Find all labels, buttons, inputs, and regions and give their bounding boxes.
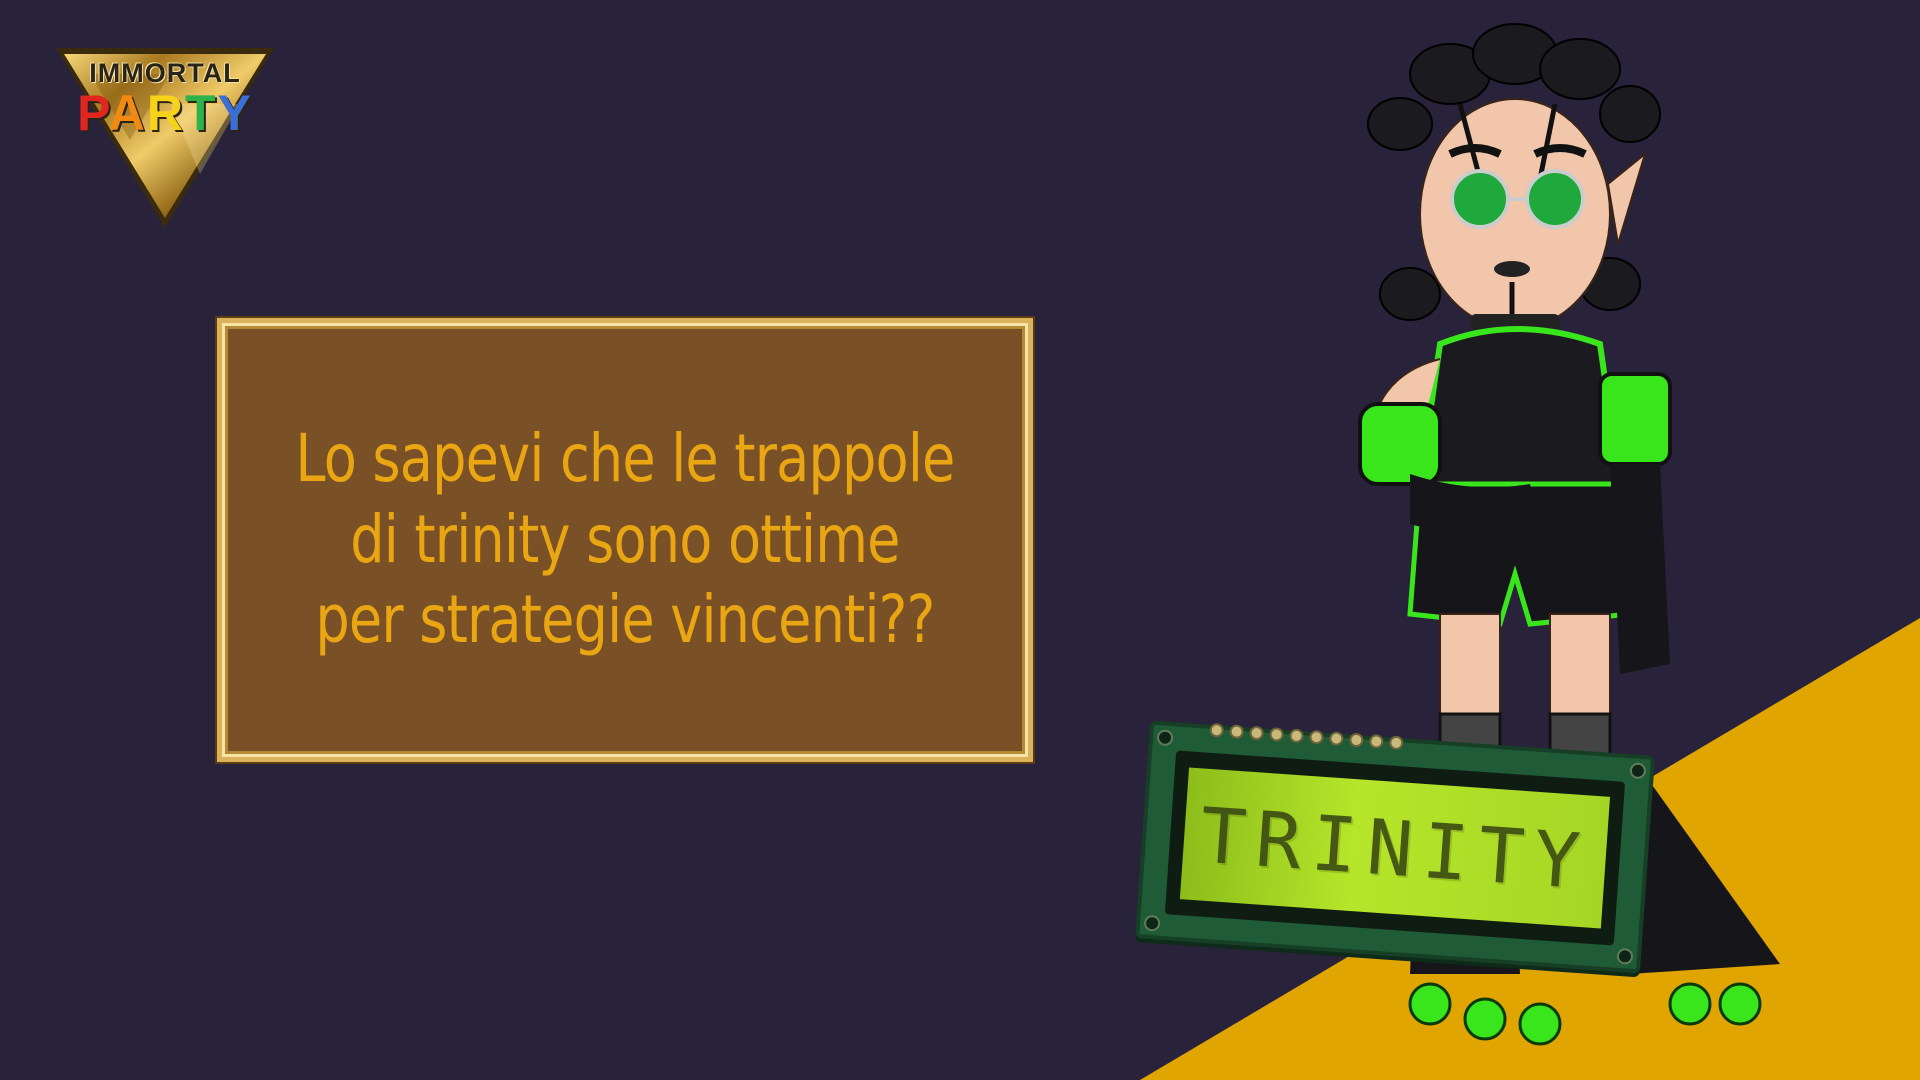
- fact-text: Lo sapevi che le trappole di trinity sono ottime per strategie vincenti??: [295, 420, 955, 659]
- lcd-screen: [1180, 767, 1610, 928]
- logo-bottom-word: [50, 85, 280, 141]
- lcd-bezel: [1165, 751, 1625, 946]
- lcd-label: TRINITY: [1197, 789, 1593, 907]
- logo-letter: T: [184, 85, 218, 141]
- immortal-party-logo: [50, 44, 280, 234]
- logo-letter: A: [108, 85, 147, 141]
- logo-letter: R: [146, 85, 185, 141]
- logo-letter: Y: [217, 85, 253, 141]
- fact-card: [217, 318, 1033, 762]
- lcd-display: [1135, 721, 1655, 974]
- logo-letter: P: [77, 85, 109, 141]
- logo-top-word: IMMORTAL: [89, 58, 241, 88]
